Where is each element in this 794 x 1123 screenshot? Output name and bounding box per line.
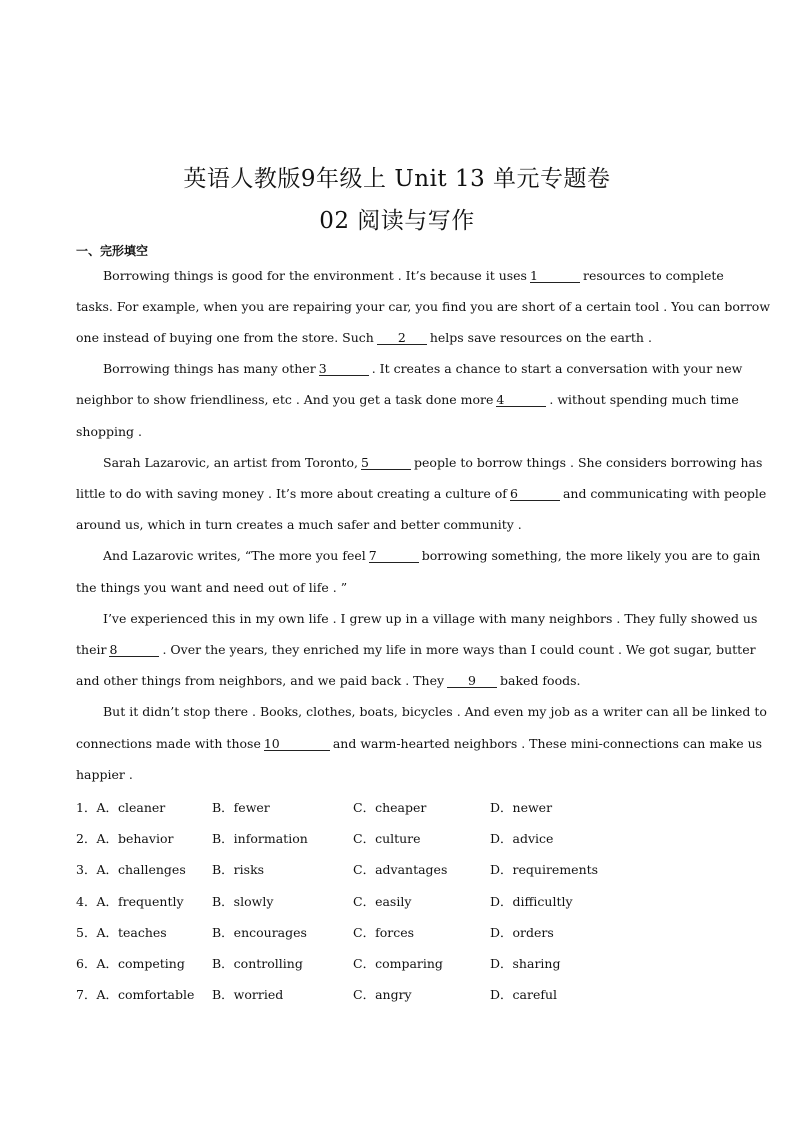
option-c: C．cheaper <box>353 800 427 815</box>
passage-line: happier . <box>76 767 133 782</box>
passage-text: helps save resources on the earth . <box>429 330 652 345</box>
option-a: 4．A．frequently <box>76 894 184 909</box>
option-b: B．encourages <box>212 925 307 940</box>
passage-text: baked foods. <box>500 673 581 688</box>
option-d: D．requirements <box>490 862 599 877</box>
passage-text: and communicating with people <box>562 486 767 501</box>
question-options-5 <box>76 923 676 939</box>
blank-2: 2 <box>377 331 427 345</box>
blank-3: 3 <box>319 362 369 376</box>
option-a: 6．A．competing <box>76 956 185 971</box>
option-c: C．forces <box>353 925 415 940</box>
blank-5: 5 <box>361 456 411 470</box>
document-title: 英语人教版9年级上 Unit 13 单元专题卷 <box>183 166 611 192</box>
blank-8: 8 <box>109 643 159 657</box>
passage-text: one instead of buying one from the store. Such <box>76 330 374 345</box>
passage-line <box>76 486 767 502</box>
option-d: D．sharing <box>490 956 561 971</box>
option-a: 5．A．teaches <box>76 925 167 940</box>
passage-text: resources to complete <box>582 268 724 283</box>
passage-text: And Lazarovic writes, “The more you feel <box>103 548 366 563</box>
option-d: D．newer <box>490 800 553 815</box>
passage-line: I’ve experienced this in my own life . I grew up in a village with many neighbors . They fully showed us <box>103 611 758 626</box>
blank-7: 7 <box>369 549 419 563</box>
passage-line <box>103 268 724 284</box>
option-d: D．orders <box>490 925 554 940</box>
passage-text: their <box>76 642 107 657</box>
option-a: 7．A．comfortable <box>76 987 195 1002</box>
question-options-2 <box>76 829 676 845</box>
option-a: 1．A．cleaner <box>76 800 166 815</box>
option-c: C．comparing <box>353 956 443 971</box>
blank-9: 9 <box>447 674 497 688</box>
blank-1: 1 <box>530 269 580 283</box>
passage-text: and other things from neighbors, and we paid back . They <box>76 673 445 688</box>
passage-line: But it didn’t stop there . Books, clothes, boats, bicycles . And even my job as a writer can all be linked to <box>103 704 767 719</box>
passage-text: neighbor to show friendliness, etc . And you get a task done more <box>76 392 494 407</box>
passage-line <box>103 361 743 377</box>
passage-line <box>76 642 756 658</box>
passage-text: people to borrow things . She considers borrowing has <box>414 455 763 470</box>
passage-text: . without spending much time <box>549 392 739 407</box>
passage-line: tasks. For example, when you are repairing your car, you find you are short of a certain tool . You can borrow <box>76 299 771 314</box>
option-a: 3．A．challenges <box>76 862 186 877</box>
option-c: C．advantages <box>353 862 448 877</box>
question-options-1 <box>76 798 676 814</box>
passage-text: little to do with saving money . It’s more about creating a culture of <box>76 486 507 501</box>
section-heading: 一、完形填空 <box>76 244 149 258</box>
passage-text: Sarah Lazarovic, an artist from Toronto, <box>103 455 359 470</box>
passage-line: around us, which in turn creates a much safer and better community . <box>76 517 522 532</box>
passage-text: and warm-hearted neighbors . These mini-connections can make us <box>332 736 763 751</box>
option-d: D．advice <box>490 831 554 846</box>
passage-line: the things you want and need out of life . ” <box>76 580 348 595</box>
passage-line <box>76 330 721 346</box>
passage-text: connections made with those <box>76 736 261 751</box>
blank-10: 10 <box>264 737 330 751</box>
question-options-4 <box>76 892 676 908</box>
blank-4: 4 <box>496 393 546 407</box>
option-a: 2．A．behavior <box>76 831 174 846</box>
passage-line <box>103 455 763 471</box>
passage-line <box>76 736 763 752</box>
passage-line <box>103 548 761 564</box>
option-c: C．angry <box>353 987 412 1002</box>
passage-text: borrowing something, the more likely you are to gain <box>421 548 761 563</box>
passage-text: Borrowing things is good for the environment . It’s because it uses <box>103 268 527 283</box>
passage-text: . It creates a chance to start a conversation with your new <box>371 361 743 376</box>
option-c: C．easily <box>353 894 412 909</box>
option-b: B．information <box>212 831 308 846</box>
option-c: C．culture <box>353 831 421 846</box>
option-d: D．difficultly <box>490 894 573 909</box>
passage-line <box>76 673 721 689</box>
question-options-6 <box>76 954 676 970</box>
option-b: B．controlling <box>212 956 303 971</box>
passage-line: shopping . <box>76 424 142 439</box>
option-b: B．worried <box>212 987 284 1002</box>
question-options-7 <box>76 985 676 1001</box>
option-b: B．fewer <box>212 800 270 815</box>
passage-text: . Over the years, they enriched my life in more ways than I could count . We got sugar, butter <box>162 642 756 657</box>
option-b: B．risks <box>212 862 265 877</box>
option-d: D．careful <box>490 987 558 1002</box>
option-b: B．slowly <box>212 894 274 909</box>
passage-text: Borrowing things has many other <box>103 361 316 376</box>
passage-line <box>76 392 739 408</box>
document-subtitle: 02 阅读与写作 <box>319 208 475 234</box>
blank-6: 6 <box>510 487 560 501</box>
question-options-3 <box>76 860 676 876</box>
